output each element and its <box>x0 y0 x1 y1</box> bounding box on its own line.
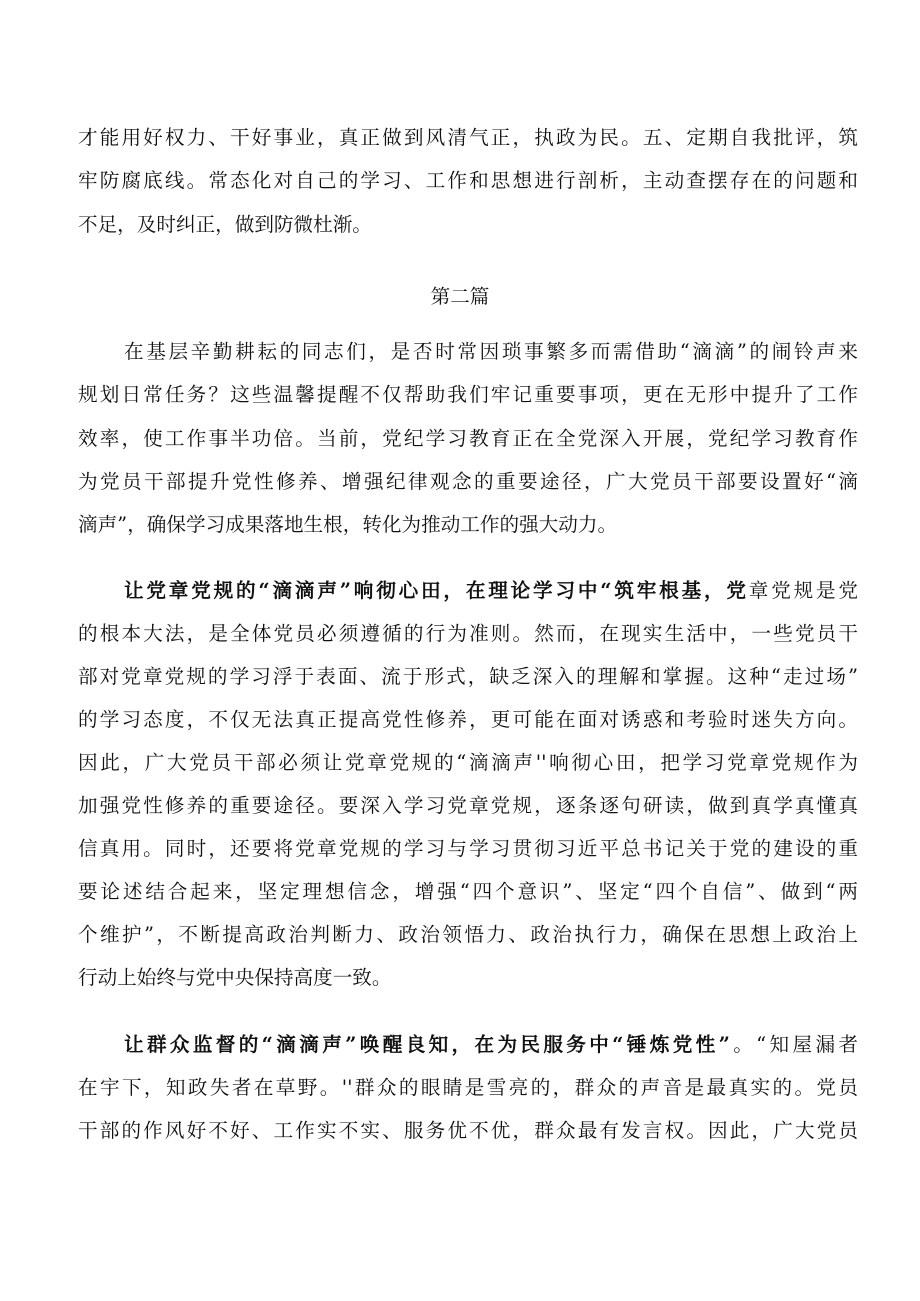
section1-bold-lead: 让党章党规的“滴滴声”响彻心田，在理论学习中“筑牢根基，党 <box>124 579 749 602</box>
intro-line-5: 滴声”，确保学习成果落地生根，转化为推动工作的强大动力。 <box>78 513 618 536</box>
section1-line-4: 的学习态度，不仅无法真正提高党性修养，更可能在面对诱惑和考验时迷失方向。 <box>78 708 858 731</box>
section2-bold-lead: 让群众监督的“滴滴声”唤醒良知，在为民服务中“锤炼党性” <box>124 1033 730 1056</box>
section2-line-1 <box>124 1031 858 1059</box>
continuation-line-1: 才能用好权力、干好事业，真正做到风清气正，执政为民。五、定期自我批评，筑 <box>78 126 858 149</box>
intro-line-4: 为党员干部提升党性修养、增强纪律观念的重要途径，广大党员干部要设置好“滴 <box>78 470 858 493</box>
intro-line-2: 规划日常任务？这些温馨提醒不仅帮助我们牢记重要事项，更在无形中提升了工作 <box>78 383 858 406</box>
section1-line-3: 部对党章党规的学习浮于表面、流于形式，缺乏深入的理解和掌握。这种“走过场” <box>78 665 858 688</box>
intro-line-3: 效率，使工作事半功倍。当前，党纪学习教育正在全党深入开展，党纪学习教育作 <box>78 427 858 450</box>
section1-line-7: 信真用。同时，还要将党章党规的学习与学习贯彻习近平总书记关于党的建设的重 <box>78 837 858 860</box>
section1-line-9: 个维护”，不断提高政治判断力、政治领悟力、政治执行力，确保在思想上政治上 <box>78 923 858 946</box>
section1-line-1 <box>124 577 858 605</box>
section1-line-10: 行动上始终与党中央保持高度一致。 <box>78 966 392 989</box>
section-title: 第二篇 <box>430 285 490 308</box>
section2-line-2: 在宇下，知政失者在草野。''群众的眼睛是雪亮的，群众的声音是最真实的。党员 <box>78 1076 858 1099</box>
section2-first-rest: 。“知屋漏者 <box>729 1033 858 1056</box>
section1-line-2: 的根本大法，是全体党员必须遵循的行为准则。然而，在现实生活中，一些党员干 <box>78 622 858 645</box>
continuation-line-2: 牢防腐底线。常态化对自己的学习、工作和思想进行剖析，主动查摆存在的问题和 <box>78 169 858 192</box>
continuation-line-3: 不足，及时纠正，做到防微杜渐。 <box>78 213 372 236</box>
section1-line-5: 因此，广大党员干部必须让党章党规的“滴滴声''响彻心田，把学习党章党规作为 <box>78 751 858 774</box>
section1-first-rest: 章党规是党 <box>748 579 858 602</box>
section2-line-3: 干部的作风好不好、工作实不实、服务优不优，群众最有发言权。因此，广大党员 <box>78 1119 858 1142</box>
section1-line-8: 要论述结合起来，坚定理想信念，增强“四个意识”、坚定“四个自信”、做到“两 <box>78 880 858 903</box>
section1-line-6: 加强党性修养的重要途径。要深入学习党章党规，逐条逐句研读，做到真学真懂真 <box>78 794 858 817</box>
intro-line-1: 在基层辛勤耕耘的同志们，是否时常因琐事繁多而需借助“滴滴”的闹铃声来 <box>124 340 858 363</box>
